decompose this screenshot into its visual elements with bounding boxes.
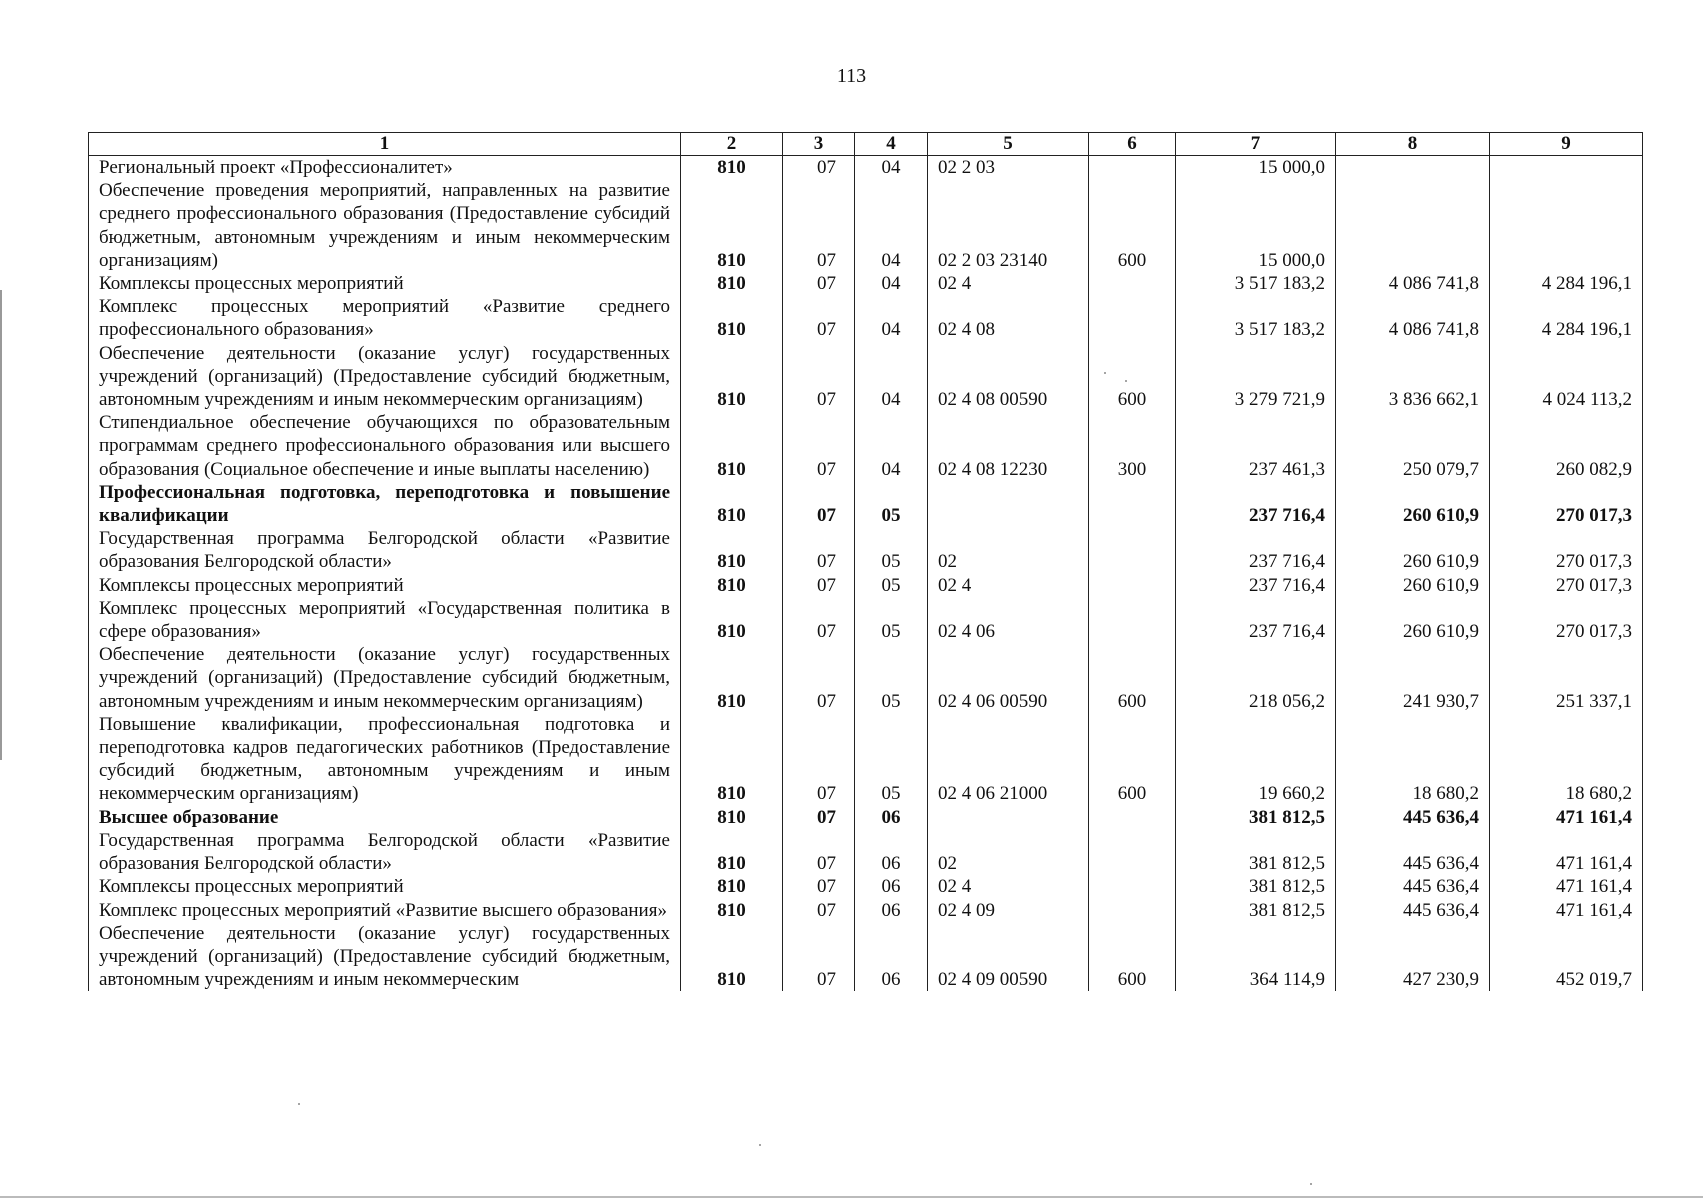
row-grbs-code: 810	[681, 574, 783, 597]
row-target-article-code: 02 4 06	[928, 597, 1089, 643]
row-amount-col-9: 270 017,3	[1490, 527, 1643, 573]
row-name: Комплексы процессных мероприятий	[89, 574, 681, 597]
row-amount-col-8: 260 610,9	[1336, 481, 1490, 527]
row-expense-type-code: 600	[1089, 713, 1176, 806]
row-target-article-code: 02 4 09 00590	[928, 922, 1089, 992]
row-amount-col-7: 237 716,4	[1176, 527, 1336, 573]
row-target-article-code: 02	[928, 829, 1089, 875]
row-expense-type-code	[1089, 272, 1176, 295]
page-number: 113	[836, 65, 867, 87]
row-name: Обеспечение деятельности (оказание услуг) государственных учреждений (организаций) (Предоставление субсидий бюджетным, автономным учреждениям и иным некоммерческим организациям)	[89, 643, 681, 713]
row-amount-col-9: 251 337,1	[1490, 643, 1643, 713]
scan-speck	[1125, 380, 1127, 382]
row-target-article-code: 02 4	[928, 875, 1089, 898]
row-target-article-code: 02 4 06 00590	[928, 643, 1089, 713]
row-grbs-code: 810	[681, 342, 783, 412]
header-row	[89, 133, 1643, 156]
row-name: Комплексы процессных мероприятий	[89, 875, 681, 898]
row-section-code: 07	[783, 295, 855, 341]
row-subsection-code: 04	[855, 295, 928, 341]
row-grbs-code: 810	[681, 899, 783, 922]
row-amount-col-9: 260 082,9	[1490, 411, 1643, 481]
row-name: Высшее образование	[89, 806, 681, 829]
row-subsection-code: 06	[855, 899, 928, 922]
row-expense-type-code	[1089, 574, 1176, 597]
row-grbs-code: 810	[681, 481, 783, 527]
row-amount-col-9: 18 680,2	[1490, 713, 1643, 806]
row-amount-col-7: 381 812,5	[1176, 806, 1336, 829]
row-amount-col-8	[1336, 179, 1490, 272]
row-amount-col-7: 237 716,4	[1176, 597, 1336, 643]
row-expense-type-code	[1089, 875, 1176, 898]
row-grbs-code: 810	[681, 597, 783, 643]
row-amount-col-8: 3 836 662,1	[1336, 342, 1490, 412]
row-grbs-code: 810	[681, 713, 783, 806]
table-row	[89, 295, 1643, 341]
row-section-code: 07	[783, 574, 855, 597]
row-amount-col-7: 19 660,2	[1176, 713, 1336, 806]
row-amount-col-8: 260 610,9	[1336, 597, 1490, 643]
table-row	[89, 899, 1643, 922]
row-section-code: 07	[783, 342, 855, 412]
row-subsection-code: 05	[855, 713, 928, 806]
row-grbs-code: 810	[681, 156, 783, 180]
row-target-article-code: 02 2 03 23140	[928, 179, 1089, 272]
table-row	[89, 527, 1643, 573]
row-target-article-code: 02 4 08	[928, 295, 1089, 341]
row-subsection-code: 06	[855, 922, 928, 992]
row-amount-col-8: 260 610,9	[1336, 527, 1490, 573]
header-col-4: 4	[855, 133, 928, 156]
table-row	[89, 597, 1643, 643]
row-target-article-code: 02 4 06 21000	[928, 713, 1089, 806]
row-target-article-code	[928, 481, 1089, 527]
row-section-code: 07	[783, 179, 855, 272]
row-target-article-code: 02 4	[928, 272, 1089, 295]
row-grbs-code: 810	[681, 643, 783, 713]
table-row	[89, 342, 1643, 412]
row-name: Обеспечение деятельности (оказание услуг) государственных учреждений (организаций) (Предоставление субсидий бюджетным, автономным учреждениям и иным некоммерческим	[89, 922, 681, 992]
row-amount-col-7: 218 056,2	[1176, 643, 1336, 713]
scan-speck	[1104, 372, 1106, 374]
row-name: Стипендиальное обеспечение обучающихся по образовательным программам среднего профессионального образования или высшего образования (Социальное обеспечение и иные выплаты населению)	[89, 411, 681, 481]
row-subsection-code: 06	[855, 829, 928, 875]
row-amount-col-9: 471 161,4	[1490, 899, 1643, 922]
row-grbs-code: 810	[681, 527, 783, 573]
row-amount-col-8: 445 636,4	[1336, 806, 1490, 829]
row-name: Повышение квалификации, профессиональная подготовка и переподготовка кадров педагогических работников (Предоставление субсидий бюджетным, автономным учреждениям и иным некоммерческим организациям)	[89, 713, 681, 806]
row-grbs-code: 810	[681, 806, 783, 829]
table-row	[89, 643, 1643, 713]
header-col-6: 6	[1089, 133, 1176, 156]
row-target-article-code: 02 4 08 12230	[928, 411, 1089, 481]
row-target-article-code	[928, 806, 1089, 829]
table-row	[89, 806, 1643, 829]
row-expense-type-code: 600	[1089, 643, 1176, 713]
header-col-8: 8	[1336, 133, 1490, 156]
row-amount-col-8: 4 086 741,8	[1336, 272, 1490, 295]
row-amount-col-7: 237 716,4	[1176, 574, 1336, 597]
header-col-2: 2	[681, 133, 783, 156]
row-amount-col-8: 445 636,4	[1336, 875, 1490, 898]
row-amount-col-8: 260 610,9	[1336, 574, 1490, 597]
row-expense-type-code: 600	[1089, 179, 1176, 272]
row-grbs-code: 810	[681, 411, 783, 481]
row-target-article-code: 02 2 03	[928, 156, 1089, 180]
row-section-code: 07	[783, 597, 855, 643]
row-amount-col-7: 15 000,0	[1176, 179, 1336, 272]
row-amount-col-7: 15 000,0	[1176, 156, 1336, 180]
row-subsection-code: 04	[855, 411, 928, 481]
row-expense-type-code: 600	[1089, 342, 1176, 412]
row-section-code: 07	[783, 899, 855, 922]
table-row	[89, 272, 1643, 295]
row-section-code: 07	[783, 713, 855, 806]
row-name: Комплексы процессных мероприятий	[89, 272, 681, 295]
row-amount-col-9	[1490, 156, 1643, 180]
row-amount-col-9: 4 284 196,1	[1490, 295, 1643, 341]
row-amount-col-7: 381 812,5	[1176, 875, 1336, 898]
row-amount-col-7: 364 114,9	[1176, 922, 1336, 992]
scan-edge-mark	[0, 290, 2, 760]
row-subsection-code: 04	[855, 179, 928, 272]
row-subsection-code: 04	[855, 342, 928, 412]
row-expense-type-code	[1089, 899, 1176, 922]
row-section-code: 07	[783, 806, 855, 829]
row-subsection-code: 06	[855, 875, 928, 898]
row-amount-col-9: 471 161,4	[1490, 829, 1643, 875]
header-col-1: 1	[89, 133, 681, 156]
row-target-article-code: 02 4 09	[928, 899, 1089, 922]
table-row	[89, 156, 1643, 180]
table-row	[89, 179, 1643, 272]
row-amount-col-7: 381 812,5	[1176, 829, 1336, 875]
row-section-code: 07	[783, 411, 855, 481]
row-subsection-code: 05	[855, 527, 928, 573]
row-amount-col-7: 237 461,3	[1176, 411, 1336, 481]
row-name: Государственная программа Белгородской области «Развитие образования Белгородской области»	[89, 527, 681, 573]
table-row	[89, 481, 1643, 527]
row-name: Государственная программа Белгородской области «Развитие образования Белгородской области»	[89, 829, 681, 875]
row-amount-col-8: 445 636,4	[1336, 899, 1490, 922]
row-amount-col-8: 250 079,7	[1336, 411, 1490, 481]
row-name: Региональный проект «Профессионалитет»	[89, 156, 681, 180]
row-amount-col-7: 3 279 721,9	[1176, 342, 1336, 412]
row-grbs-code: 810	[681, 179, 783, 272]
row-subsection-code: 05	[855, 574, 928, 597]
row-amount-col-9	[1490, 179, 1643, 272]
row-amount-col-8: 427 230,9	[1336, 922, 1490, 992]
row-grbs-code: 810	[681, 272, 783, 295]
row-name: Обеспечение деятельности (оказание услуг) государственных учреждений (организаций) (Предоставление субсидий бюджетным, автономным учреждениям и иным некоммерческим организациям)	[89, 342, 681, 412]
row-expense-type-code	[1089, 527, 1176, 573]
table-row	[89, 713, 1643, 806]
header-col-9: 9	[1490, 133, 1643, 156]
row-amount-col-9: 471 161,4	[1490, 875, 1643, 898]
row-section-code: 07	[783, 156, 855, 180]
table-row	[89, 922, 1643, 992]
row-expense-type-code	[1089, 806, 1176, 829]
row-amount-col-9: 452 019,7	[1490, 922, 1643, 992]
header-col-7: 7	[1176, 133, 1336, 156]
row-expense-type-code: 300	[1089, 411, 1176, 481]
row-amount-col-8: 18 680,2	[1336, 713, 1490, 806]
row-expense-type-code	[1089, 829, 1176, 875]
row-section-code: 07	[783, 272, 855, 295]
row-section-code: 07	[783, 829, 855, 875]
scan-speck	[1310, 1183, 1312, 1185]
row-subsection-code: 06	[855, 806, 928, 829]
row-subsection-code: 04	[855, 156, 928, 180]
row-name: Профессиональная подготовка, переподготовка и повышение квалификации	[89, 481, 681, 527]
table-row	[89, 829, 1643, 875]
header-col-3: 3	[783, 133, 855, 156]
row-amount-col-8	[1336, 156, 1490, 180]
row-expense-type-code: 600	[1089, 922, 1176, 992]
row-amount-col-9: 270 017,3	[1490, 597, 1643, 643]
row-expense-type-code	[1089, 295, 1176, 341]
row-name: Комплекс процессных мероприятий «Развитие среднего профессионального образования»	[89, 295, 681, 341]
table-body	[89, 156, 1643, 992]
row-section-code: 07	[783, 481, 855, 527]
row-subsection-code: 05	[855, 597, 928, 643]
table-row	[89, 875, 1643, 898]
row-expense-type-code	[1089, 156, 1176, 180]
row-amount-col-7: 3 517 183,2	[1176, 272, 1336, 295]
row-amount-col-8: 241 930,7	[1336, 643, 1490, 713]
header-col-5: 5	[928, 133, 1089, 156]
row-subsection-code: 04	[855, 272, 928, 295]
row-amount-col-9: 270 017,3	[1490, 481, 1643, 527]
row-name: Комплекс процессных мероприятий «Государственная политика в сфере образования»	[89, 597, 681, 643]
scan-speck	[298, 1103, 300, 1105]
row-section-code: 07	[783, 875, 855, 898]
row-amount-col-9: 471 161,4	[1490, 806, 1643, 829]
scan-speck	[759, 1144, 761, 1146]
row-grbs-code: 810	[681, 829, 783, 875]
row-name: Обеспечение проведения мероприятий, направленных на развитие среднего профессионального образования (Предоставление субсидий бюджетным, автономным учреждениям и иным некоммерческим организациям)	[89, 179, 681, 272]
row-amount-col-7: 3 517 183,2	[1176, 295, 1336, 341]
row-name: Комплекс процессных мероприятий «Развитие высшего образования»	[89, 899, 681, 922]
table-header	[89, 133, 1643, 156]
row-amount-col-9: 4 284 196,1	[1490, 272, 1643, 295]
row-subsection-code: 05	[855, 481, 928, 527]
row-amount-col-8: 445 636,4	[1336, 829, 1490, 875]
row-section-code: 07	[783, 527, 855, 573]
row-amount-col-9: 270 017,3	[1490, 574, 1643, 597]
row-grbs-code: 810	[681, 295, 783, 341]
row-subsection-code: 05	[855, 643, 928, 713]
row-amount-col-8: 4 086 741,8	[1336, 295, 1490, 341]
table-row	[89, 574, 1643, 597]
row-target-article-code: 02 4 08 00590	[928, 342, 1089, 412]
row-expense-type-code	[1089, 481, 1176, 527]
row-expense-type-code	[1089, 597, 1176, 643]
row-grbs-code: 810	[681, 875, 783, 898]
row-amount-col-7: 237 716,4	[1176, 481, 1336, 527]
budget-table	[88, 132, 1643, 991]
row-grbs-code: 810	[681, 922, 783, 992]
row-amount-col-9: 4 024 113,2	[1490, 342, 1643, 412]
row-target-article-code: 02 4	[928, 574, 1089, 597]
row-section-code: 07	[783, 643, 855, 713]
row-amount-col-7: 381 812,5	[1176, 899, 1336, 922]
table-row	[89, 411, 1643, 481]
scan-bottom-line	[0, 1196, 1703, 1198]
row-section-code: 07	[783, 922, 855, 992]
row-target-article-code: 02	[928, 527, 1089, 573]
